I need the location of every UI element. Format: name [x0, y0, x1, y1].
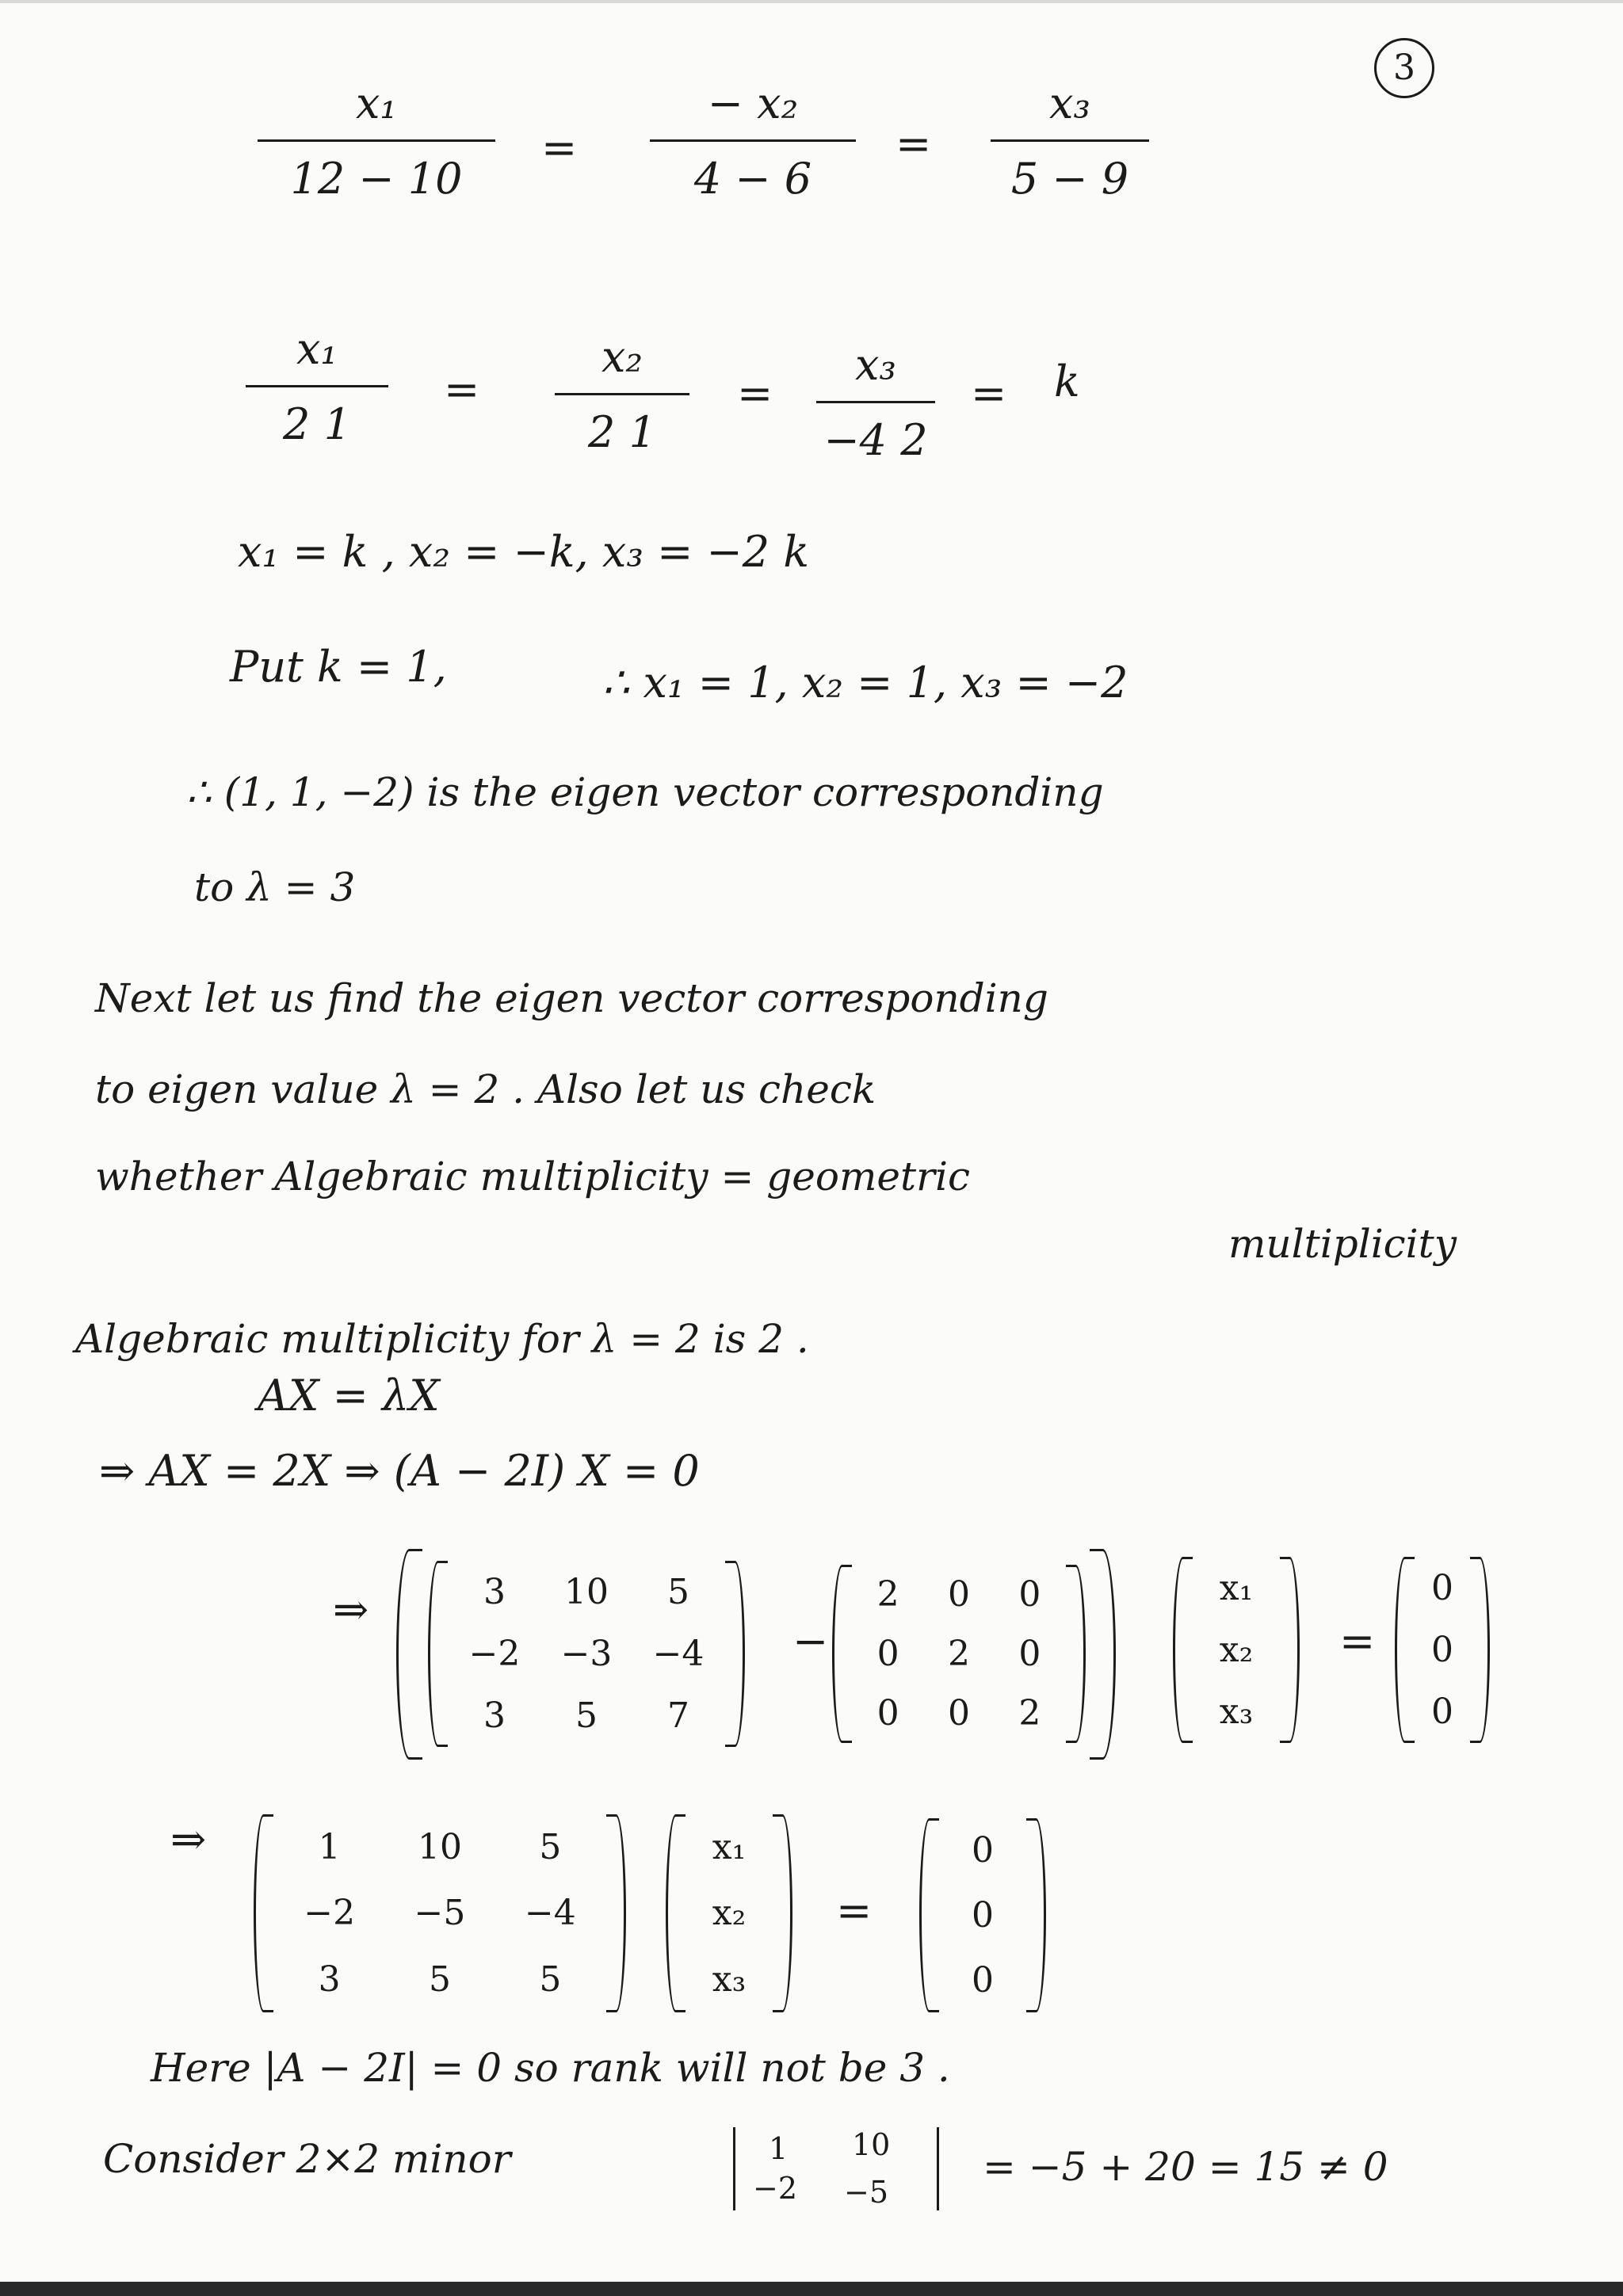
vector-x: [1173, 1557, 1300, 1743]
matrix-cell: x₁: [1219, 1567, 1254, 1608]
matrix-cell: −4: [524, 1893, 576, 1934]
line-to-lambda3: to λ = 3: [194, 864, 356, 910]
matrix-cell: 0: [947, 1574, 970, 1615]
matrix-cell: 0: [1018, 1634, 1041, 1674]
equals-sign: =: [836, 1886, 873, 1936]
minus-sign: −: [792, 1616, 829, 1666]
fraction-denominator: 4 − 6: [693, 154, 812, 204]
matrix-cell: 0: [1431, 1691, 1453, 1733]
right-paren: [773, 1814, 792, 2012]
matrix-A-minus-2I: [254, 1814, 626, 2012]
constant-k: k: [1054, 357, 1080, 406]
matrix-cell: 5: [428, 1958, 451, 2000]
fraction-neg-x2-over-4-6: [650, 79, 856, 204]
right-paren: [1026, 1818, 1046, 2012]
matrix-cell: x₂: [1219, 1629, 1254, 1670]
matrix-cell: 7: [667, 1695, 689, 1737]
fraction-numerator: x₁: [296, 324, 338, 374]
matrix-cell: 2: [876, 1574, 899, 1615]
right-paren: [606, 1814, 626, 2012]
left-paren: [428, 1561, 448, 1747]
left-paren: [832, 1565, 852, 1743]
page-top-edge: [0, 0, 1623, 3]
matrix-cell: −5: [414, 1893, 466, 1934]
para-next-line-3: whether Algebraic multiplicity = geometric: [95, 1154, 970, 1199]
fraction-denominator: 12 − 10: [290, 154, 463, 204]
equals-sign: =: [1339, 1616, 1376, 1666]
matrix-cell: 3: [483, 1695, 506, 1737]
right-paren: [1280, 1557, 1300, 1743]
minor-determinant: [733, 2127, 939, 2210]
para-next-line-2: to eigen value λ = 2 . Also let us check: [95, 1066, 876, 1112]
line-ax-equals-lambda-x: AX = λX: [258, 1371, 440, 1421]
fraction-numerator: x₃: [1048, 78, 1091, 128]
matrix-cell: 5: [575, 1695, 598, 1737]
determinant-bar-left: [733, 2127, 735, 2210]
line-determinant-zero: Here |A − 2I| = 0 so rank will not be 3 .: [151, 2045, 950, 2091]
page-bottom-edge: [0, 2282, 1623, 2296]
matrix-cell: 0: [1431, 1567, 1453, 1608]
matrix-cell: −2: [468, 1633, 521, 1674]
fraction-x1-over-2: [246, 325, 388, 449]
equals-sign: =: [971, 368, 1007, 418]
equals-sign: =: [541, 123, 578, 173]
left-paren: [1173, 1557, 1193, 1743]
fraction-numerator: − x₂: [707, 78, 799, 128]
matrix-cell: 1: [318, 1827, 341, 1868]
fraction-x3-over-neg2: [816, 341, 935, 465]
right-paren: [1470, 1557, 1490, 1743]
fraction-numerator: x₃: [854, 340, 897, 390]
matrix-cell: 3: [483, 1571, 506, 1612]
matrix-cell: 0: [876, 1634, 899, 1674]
outer-left-paren: [396, 1549, 422, 1760]
matrix-cell: 2: [1018, 1693, 1041, 1733]
fraction-numerator: x₂: [601, 332, 643, 382]
matrix-cell: −4: [652, 1633, 705, 1674]
matrix-cell: 0: [972, 1830, 994, 1871]
line-consider-minor: Consider 2×2 minor: [103, 2136, 511, 2182]
matrix-2I-cells: [853, 1565, 1065, 1743]
matrix-cell: x₃: [1219, 1691, 1254, 1733]
line-eigen-vector-lambda3: ∴ (1, 1, −2) is the eigen vector corresponding: [186, 769, 1104, 815]
left-paren: [1395, 1557, 1415, 1743]
equals-sign: =: [737, 368, 773, 418]
equals-sign: =: [896, 119, 932, 169]
fraction-bar: [246, 385, 388, 387]
fraction-bar: [555, 393, 689, 395]
line-put-values: ∴ x₁ = 1, x₂ = 1, x₃ = −2: [602, 658, 1128, 707]
line-solution-in-k: x₁ = k , x₂ = −k, x₃ = −2 k: [238, 527, 810, 577]
matrix-cell: −2: [304, 1893, 356, 1934]
matrix-A: [428, 1561, 745, 1747]
matrix-cell: 0: [1431, 1629, 1453, 1670]
outer-right-paren: [1090, 1549, 1116, 1760]
matrix-cell: −3: [560, 1633, 613, 1674]
line-ax-equals-2x: ⇒ AX = 2X ⇒ (A − 2I) X = 0: [99, 1446, 700, 1496]
vector-x-second: [666, 1814, 792, 2012]
fraction-denominator: −4 2: [823, 415, 928, 466]
fraction-bar: [258, 139, 495, 142]
matrix-cell: 5: [667, 1571, 689, 1612]
vector-x-second-cells: [686, 1814, 772, 2012]
matrix-cell: x₃: [712, 1958, 747, 2000]
line-put-k: Put k = 1,: [230, 642, 447, 692]
fraction-denominator: 5 − 9: [1010, 154, 1129, 204]
fraction-bar: [650, 139, 856, 142]
fraction-bar: [991, 139, 1149, 142]
line-minor-result: = −5 + 20 = 15 ≠ 0: [983, 2144, 1388, 2190]
matrix-2I: [832, 1565, 1086, 1743]
matrix-cell: 0: [1018, 1574, 1041, 1615]
page-number-badge: 3: [1374, 38, 1434, 98]
implies-arrow: ⇒: [333, 1585, 369, 1634]
matrix-cell: 0: [972, 1894, 994, 1936]
vector-x-cells: [1193, 1557, 1279, 1743]
matrix-cell: x₁: [712, 1827, 747, 1868]
equals-sign: =: [444, 364, 480, 414]
fraction-x3-over-5-9: [991, 79, 1149, 204]
matrix-cell: 2: [947, 1634, 970, 1674]
vector-zero: [1395, 1557, 1490, 1743]
matrix-cell: x₂: [712, 1893, 747, 1934]
minor-cell: 10: [852, 2127, 891, 2162]
matrix-A-cells: [449, 1561, 724, 1747]
minor-cell: −5: [844, 2175, 889, 2210]
matrix-cell: 3: [318, 1958, 341, 2000]
matrix-cell: 0: [876, 1693, 899, 1733]
matrix-cell: 5: [539, 1827, 562, 1868]
para-next-line-1: Next let us find the eigen vector corresponding: [95, 975, 1048, 1021]
matrix-A-minus-2I-cells: [274, 1814, 605, 2012]
minor-cell: −2: [753, 2171, 798, 2206]
matrix-cell: 0: [972, 1959, 994, 2000]
minor-cell: 1: [769, 2131, 789, 2166]
line-algebraic-multiplicity: Algebraic multiplicity for λ = 2 is 2 .: [75, 1316, 809, 1362]
fraction-bar: [816, 401, 935, 403]
matrix-cell: 10: [564, 1571, 609, 1612]
fraction-x2-over-2: [555, 333, 689, 457]
matrix-cell: 5: [539, 1958, 562, 2000]
vector-zero-second: [919, 1818, 1046, 2012]
vector-zero-cells: [1415, 1557, 1469, 1743]
left-paren: [254, 1814, 273, 2012]
fraction-numerator: x₁: [355, 78, 398, 128]
left-paren: [919, 1818, 939, 2012]
determinant-bar-right: [937, 2127, 939, 2210]
right-paren: [1066, 1565, 1086, 1743]
fraction-denominator: 2 1: [283, 399, 351, 450]
left-paren: [666, 1814, 685, 2012]
matrix-cell: 10: [417, 1827, 462, 1868]
right-paren: [725, 1561, 745, 1747]
fraction-x1-over-12-10: [258, 79, 495, 204]
implies-arrow: ⇒: [170, 1814, 207, 1864]
fraction-denominator: 2 1: [588, 407, 656, 458]
matrix-cell: 0: [947, 1693, 970, 1733]
vector-zero-second-cells: [940, 1818, 1025, 2012]
para-next-line-4: multiplicity: [1228, 1221, 1457, 1267]
